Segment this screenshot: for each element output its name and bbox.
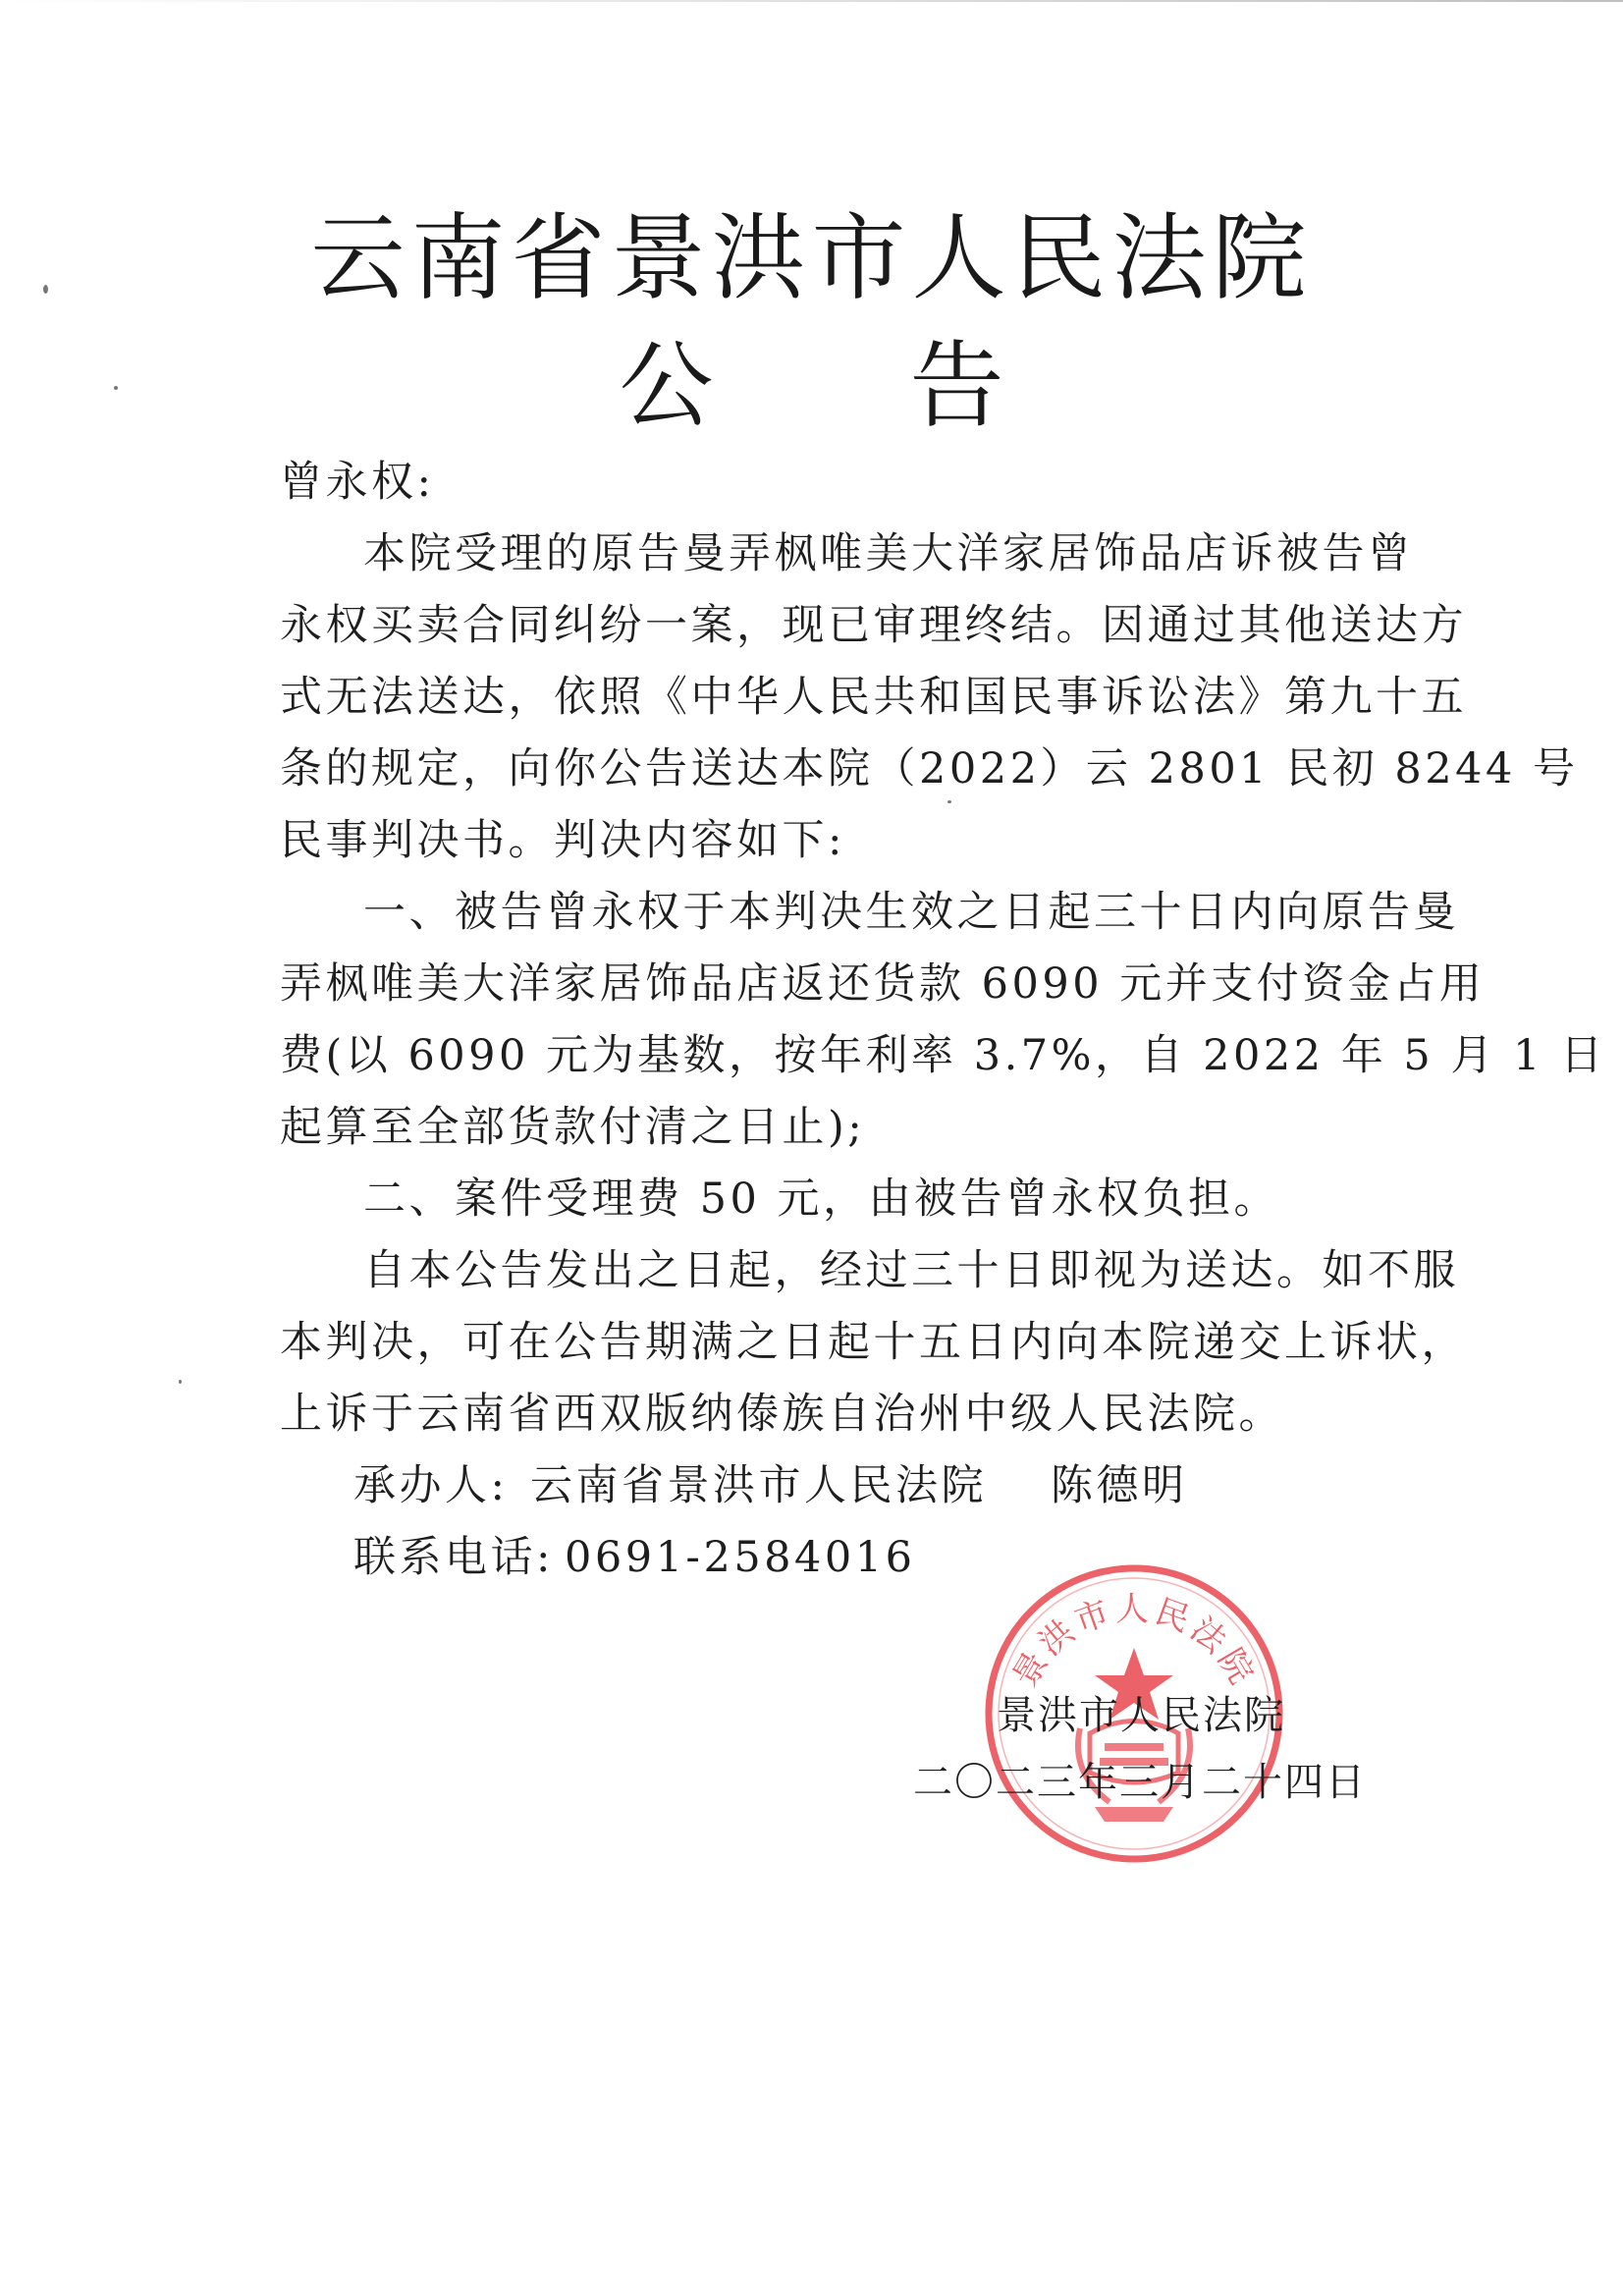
scan-speck bbox=[179, 1380, 182, 1384]
handler-court: 云南省景洪市人民法院 bbox=[530, 1461, 987, 1510]
paragraph-line: 式无法送达，依照《中华人民共和国民事诉讼法》第九十五 bbox=[280, 673, 1467, 722]
seal-text: 景洪市人民法院 bbox=[1004, 1589, 1264, 1694]
paragraph-line: 弄枫唯美大洋家居饰品店返还货款 6090 元并支付资金占用 bbox=[280, 959, 1486, 1009]
judgment-item-2: 二、案件受理费 50 元，由被告曾永权负担。 bbox=[363, 1175, 1280, 1224]
addressee: 曾永权: bbox=[280, 458, 435, 507]
handler-label: 承办人: bbox=[353, 1461, 509, 1510]
paragraph-line: 费(以 6090 元为基数，按年利率 3.7%，自 2022 年 5 月 1 日 bbox=[280, 1031, 1606, 1080]
scan-edge bbox=[0, 0, 1623, 2]
judgment-item-1: 一、被告曾永权于本判决生效之日起三十日内向原告曼 bbox=[363, 888, 1459, 937]
notice-title: 公告 bbox=[619, 331, 1201, 441]
phone-label: 联系电话: bbox=[353, 1533, 554, 1582]
paragraph-line: 民事判决书。判决内容如下: bbox=[280, 816, 845, 865]
scan-speck bbox=[43, 285, 48, 294]
handler-name: 陈德明 bbox=[1051, 1461, 1188, 1510]
scan-speck bbox=[114, 386, 118, 390]
signature-court: 景洪市人民法院 bbox=[997, 1693, 1285, 1738]
paragraph-line: 永权买卖合同纠纷一案，现已审理终结。因通过其他送达方 bbox=[280, 601, 1467, 650]
scan-speck bbox=[947, 800, 951, 803]
court-title: 云南省景洪市人民法院 bbox=[310, 203, 1313, 313]
paragraph-line: 上诉于云南省西双版纳傣族自治州中级人民法院。 bbox=[280, 1390, 1284, 1439]
paragraph-line: 本判决，可在公告期满之日起十五日内向本院递交上诉状， bbox=[280, 1318, 1467, 1367]
paragraph-line: 自本公告发出之日起，经过三十日即视为送达。如不服 bbox=[363, 1246, 1459, 1295]
paragraph-line: 起算至全部货款付清之日止); bbox=[280, 1103, 866, 1152]
signature-date: 二〇二三年三月二十四日 bbox=[913, 1760, 1367, 1805]
paragraph-line: 本院受理的原告曼弄枫唯美大洋家居饰品店诉被告曾 bbox=[363, 529, 1414, 578]
paragraph-line: 条的规定，向你公告送达本院（2022）云 2801 民初 8244 号 bbox=[280, 744, 1579, 793]
phone-number: 0691-2584016 bbox=[565, 1533, 916, 1582]
